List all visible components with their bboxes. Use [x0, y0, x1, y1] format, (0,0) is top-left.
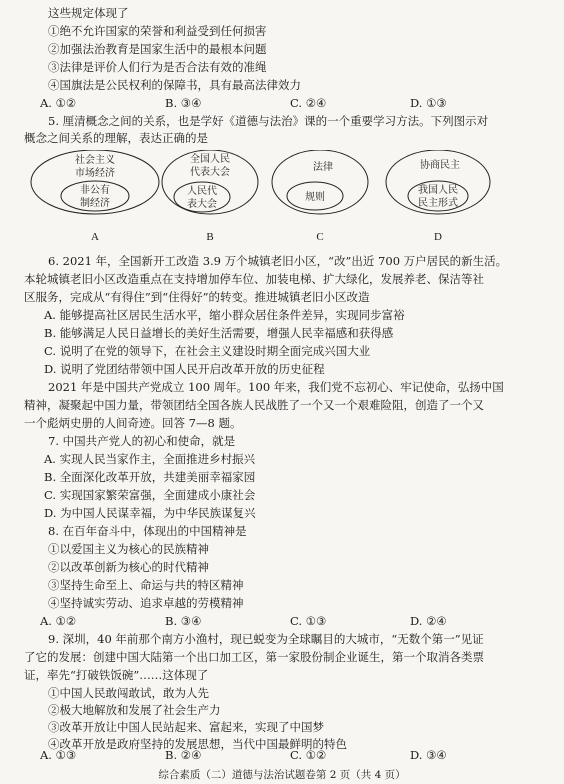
q4-item-2: ②加强法治教育是国家生活中的最根本问题: [48, 42, 267, 56]
q5-diagrams: [20, 150, 550, 250]
q9-item-4: ④改革开放是政府坚持的发展思想，当代中国最鲜明的特色: [48, 737, 347, 751]
q4-option-c: C. ②④: [290, 96, 327, 110]
q4-option-d: D. ①③: [410, 96, 447, 110]
diagram-a-outer-text-2: 市场经济: [75, 168, 115, 179]
diagram-d: [386, 150, 490, 243]
q9-stem-line2: 了它的发展：创建中国大陆第一个出口加工区，第一家股份制企业诞生，第一个取消各类票: [24, 650, 484, 664]
q4-stem-tail: 这些规定体现了: [48, 6, 129, 20]
diagram-b-inner-text-1: 人民代: [187, 186, 217, 197]
concept-diagrams-svg: [20, 150, 550, 250]
q7-choice-d: D. 为中国人民谋幸福，为中华民族谋复兴: [44, 506, 256, 520]
q8-option-b: B. ③④: [165, 614, 202, 628]
q9-option-d: D. ③④: [410, 748, 447, 762]
q6-choice-b: B. 能够满足人民日益增长的美好生活需要，增强人民幸福感和获得感: [44, 326, 394, 340]
q5-stem-line1: 5. 厘清概念之间的关系，也是学好《道德与法治》课的一个重要学习方法。下列图示对: [48, 114, 489, 128]
material-line3: 一个彪炳史册的人间奇迹。回答 7—8 题。: [24, 416, 242, 430]
diagram-a-label: A: [91, 231, 99, 243]
diagram-b-label: B: [206, 231, 214, 243]
q8-stem: 8. 在百年奋斗中，体现出的中国精神是: [48, 524, 247, 538]
material-line1: 2021 年是中国共产党成立 100 周年。100 年来，我们党不忘初心、牢记使命，弘扬中国: [48, 380, 504, 394]
diagram-d-inner-text-2: 民主形式: [418, 198, 458, 209]
q9-option-b: B. ②④: [165, 748, 202, 762]
diagram-c-inner-text: 规则: [305, 192, 325, 203]
q9-stem-line3: 证，率先“打破铁饭碗”……这体现了: [24, 668, 209, 682]
diagram-d-outer-text: 协商民主: [420, 160, 460, 171]
q8-option-d: D. ②④: [410, 614, 447, 628]
q4-option-b: B. ③④: [165, 96, 202, 110]
q8-item-1: ①以爱国主义为核心的民族精神: [48, 542, 209, 556]
q6-choice-c: C. 说明了在党的领导下，在社会主义建设时期全面完成兴国大业: [44, 344, 371, 358]
q4-option-a: A. ①②: [40, 96, 77, 110]
material-line2: 精神，凝聚起中国力量，带领团结全国各族人民战胜了一个又一个艰难险阻，创造了一个又: [24, 398, 484, 412]
diagram-d-label: D: [434, 231, 442, 243]
q4-item-4: ④国旗法是公民权利的保障书，具有最高法律效力: [48, 78, 301, 92]
q8-item-2: ②以改革创新为核心的时代精神: [48, 560, 209, 574]
q6-stem-line1: 6. 2021 年，全国新开工改造 3.9 万个城镇老旧小区，“改”出近 700 万户居民的新生活。: [48, 254, 508, 268]
diagram-c-label: C: [316, 231, 324, 243]
q5-stem-line2: 概念之间关系的理解，表达正确的是: [24, 131, 208, 145]
q7-choice-c: C. 实现国家繁荣富强，全面建成小康社会: [44, 488, 256, 502]
diagram-c: [272, 150, 368, 243]
q6-choice-a: A. 能够提高社区居民生活水平，缩小群众居住条件差异，实现同步富裕: [44, 308, 405, 322]
q8-item-3: ③坚持生命至上、命运与共的特区精神: [48, 578, 244, 592]
q6-choice-d: D. 说明了党团结带领中国人民开启改革开放的历史征程: [44, 362, 325, 376]
diagram-b-outer-text-1: 全国人民: [190, 154, 230, 165]
q8-option-c: C. ①③: [290, 614, 327, 628]
q9-option-a: A. ①③: [40, 748, 77, 762]
diagram-d-inner-text-1: 我国人民: [418, 185, 458, 196]
q7-choice-a: A. 实现人民当家作主，全面推进乡村振兴: [44, 452, 256, 466]
diagram-c-outer-text: 法律: [313, 162, 333, 173]
diagram-a: [31, 150, 159, 243]
q8-item-4: ④坚持诚实劳动、追求卓越的劳模精神: [48, 596, 244, 610]
q9-stem-line1: 9. 深圳，40 年前那个南方小渔村，现已蜕变为全球瞩目的大城市，“无数个第一”见证: [48, 632, 484, 646]
diagram-a-inner-text-2: 制经济: [80, 198, 110, 209]
q9-item-1: ①中国人民敢闯敢试，敢为人先: [48, 686, 209, 700]
diagram-b: [162, 150, 258, 243]
q6-stem-line2: 本轮城镇老旧小区改造重点在支持增加停车位、加装电梯、扩大绿化，发展养老、保洁等社: [24, 272, 484, 286]
q8-option-a: A. ①②: [40, 614, 77, 628]
diagram-b-inner-text-2: 表大会: [187, 199, 217, 210]
diagram-b-outer-text-2: 代表大会: [190, 167, 230, 178]
q4-item-3: ③法律是评价人们行为是否合法有效的准绳: [48, 60, 267, 74]
q4-item-1: ①绝不允许国家的荣誉和利益受到任何损害: [48, 24, 267, 38]
q9-item-2: ②极大地解放和发展了社会生产力: [48, 703, 221, 717]
q9-option-c: C. ①②: [290, 748, 327, 762]
q9-item-3: ③改革开放让中国人民站起来、富起来，实现了中国梦: [48, 720, 324, 734]
q6-stem-line3: 区服务，完成从“有得住”到“住得好”的转变。推进城镇老旧小区改造: [24, 290, 370, 304]
diagram-a-outer-text-1: 社会主义: [75, 155, 115, 166]
q7-stem: 7. 中国共产党人的初心和使命，就是: [48, 434, 236, 448]
diagram-a-inner-text-1: 非公有: [80, 185, 110, 196]
page-footer: 综合素质（二）道德与法治试题卷第 2 页（共 4 页）: [158, 769, 406, 781]
q7-choice-b: B. 全面深化改革开放，共建美丽幸福家园: [44, 470, 256, 484]
